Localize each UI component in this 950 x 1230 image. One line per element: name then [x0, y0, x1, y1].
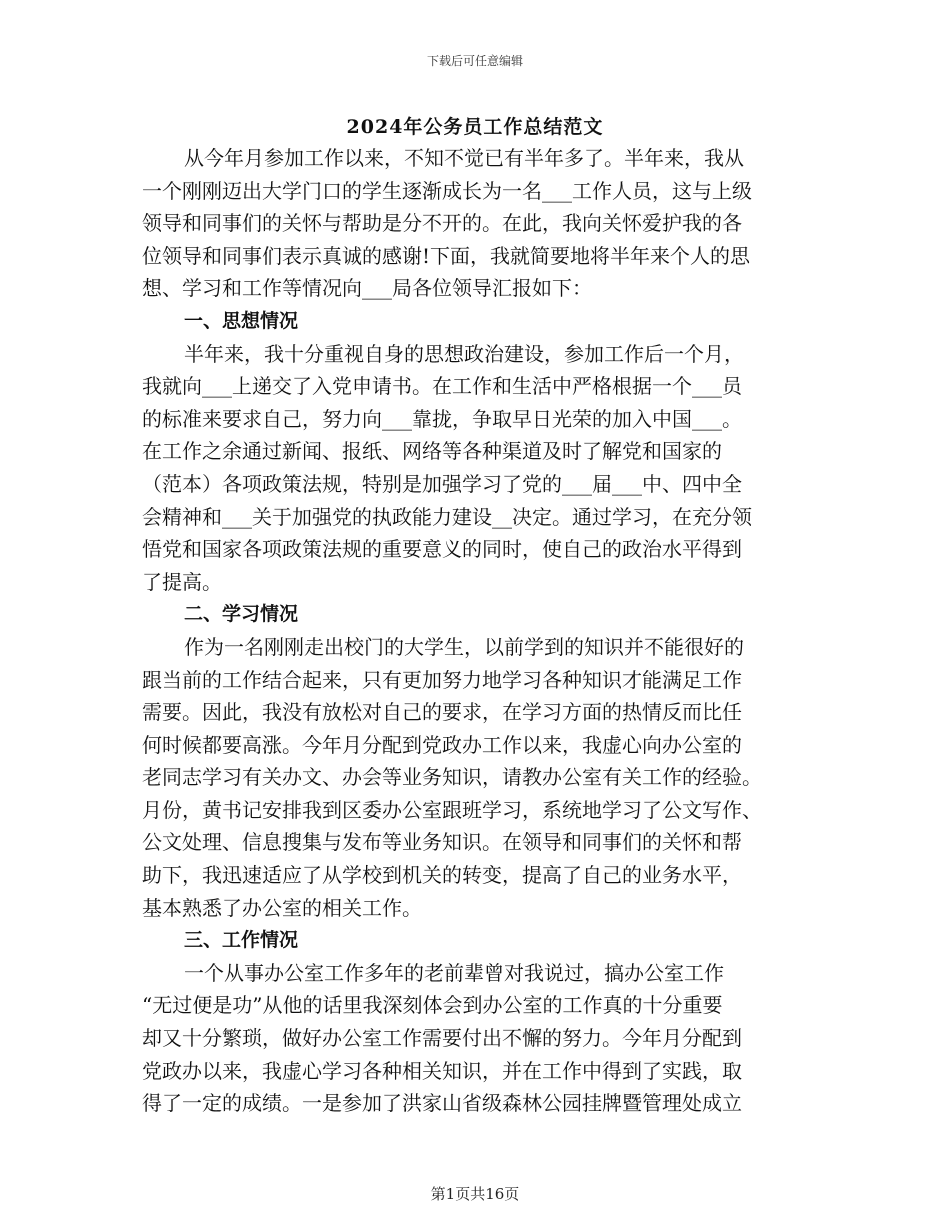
body-text-line: 在工作之余通过新闻、报纸、网络等各种渠道及时了解党和国家的 [142, 439, 722, 464]
body-text-line: 悟党和国家各项政策法规的重要意义的同时，使自己的政治水平得到 [142, 537, 742, 562]
body-text-line: 助下，我迅速适应了从学校到机关的转变，提高了自己的业务水平， [142, 863, 742, 888]
body-text-line: 公文处理、信息搜集与发布等业务知识。在领导和同事们的关怀和帮 [142, 830, 742, 855]
body-text-line: 我就向___上递交了入党申请书。在工作和生活中严格根据一个___员 [142, 374, 742, 399]
body-text-line: 老同志学习有关办文、办会等业务知识，请教办公室有关工作的经验。 [142, 765, 762, 790]
document-body [142, 142, 810, 1120]
body-text-line: 了提高。 [142, 569, 222, 594]
body-text-line: 得了一定的成绩。一是参加了洪家山省级森林公园挂牌暨管理处成立 [142, 1091, 742, 1116]
body-text-line: 半年来，我十分重视自身的思想政治建设，参加工作后一个月， [184, 341, 744, 366]
document-title: 2024年公务员工作总结范文 [346, 116, 604, 138]
section-heading: 一、思想情况 [184, 309, 299, 332]
body-text-line: 需要。因此，我没有放松对自己的要求，在学习方面的热情反而比任 [142, 700, 742, 725]
body-text-line: 何时候都要高涨。今年月分配到党政办工作以来，我虚心向办公室的 [142, 732, 742, 757]
body-text-line: 党政办以来，我虚心学习各种相关知识，并在工作中得到了实践，取 [142, 1058, 742, 1083]
body-text-line: 一个从事办公室工作多年的老前辈曾对我说过，搞办公室工作 [184, 960, 724, 985]
section-heading: 二、学习情况 [184, 603, 299, 626]
body-text-line: “无过便是功”从他的话里我深刻体会到办公室的工作真的十分重要 [142, 993, 723, 1018]
page-footer: 第1页共16页 [430, 1185, 520, 1203]
body-text-line: 月份，黄书记安排我到区委办公室跟班学习，系统地学习了公文写作、 [142, 797, 762, 822]
body-text-line: 作为一名刚刚走出校门的大学生，以前学到的知识并不能很好的 [184, 634, 744, 659]
section-heading: 三、工作情况 [184, 929, 299, 952]
body-text-line: 会精神和___关于加强党的执政能力建设__决定。通过学习，在充分领 [142, 504, 752, 529]
body-text-line: 一个刚刚迈出大学门口的学生逐渐成长为一名___工作人员，这与上级 [142, 178, 752, 203]
body-text-line: 位领导和同事们表示真诚的感谢!下面，我就简要地将半年来个人的思 [142, 243, 751, 268]
page-header-note: 下载后可任意编辑 [426, 54, 523, 68]
body-text-line: （范本）各项政策法规，特别是加强学习了党的___届___中、四中全 [142, 471, 742, 496]
body-text-line: 的标准来要求自己，努力向___靠拢，争取早日光荣的加入中国___。 [142, 406, 742, 431]
body-text-line: 想、学习和工作等情况向___局各位领导汇报如下： [142, 276, 592, 301]
body-text-line: 领导和同事们的关怀与帮助是分不开的。在此，我向关怀爱护我的各 [142, 211, 742, 236]
body-text-line: 却又十分繁琐，做好办公室工作需要付出不懈的努力。今年月分配到 [142, 1026, 742, 1051]
body-text-line: 跟当前的工作结合起来，只有更加努力地学习各种知识才能满足工作 [142, 667, 742, 692]
body-text-line: 基本熟悉了办公室的相关工作。 [142, 895, 422, 920]
body-text-line: 从今年月参加工作以来，不知不觉已有半年多了。半年来，我从 [184, 146, 744, 170]
